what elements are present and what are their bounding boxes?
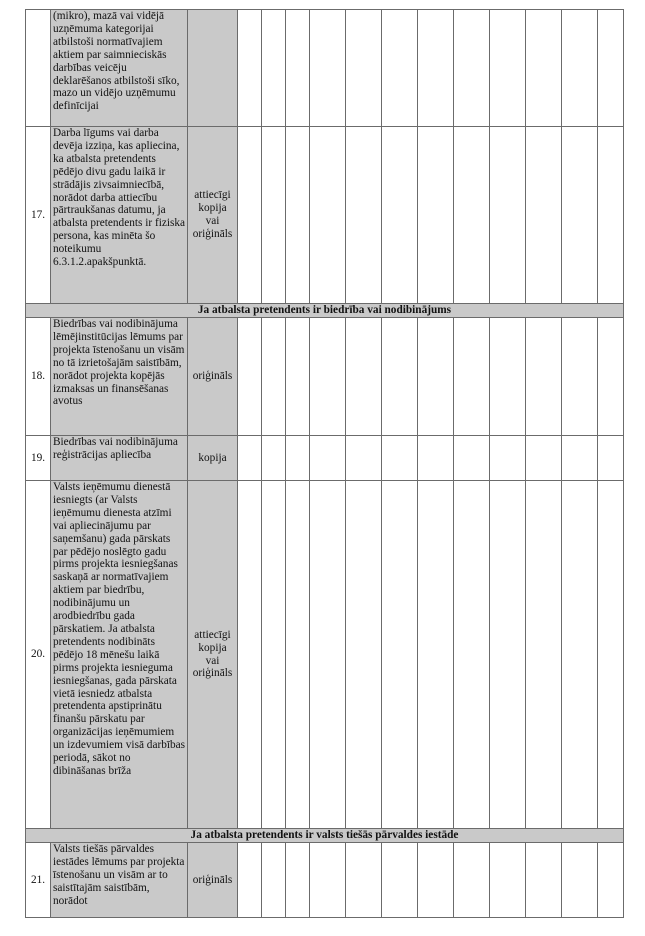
empty-cell — [238, 481, 262, 829]
empty-cell — [238, 10, 262, 127]
empty-cell — [418, 436, 454, 481]
empty-cell — [598, 436, 624, 481]
empty-cell — [286, 436, 310, 481]
empty-cell — [382, 481, 418, 829]
table-row — [26, 436, 624, 481]
empty-cell — [346, 436, 382, 481]
document-type — [188, 127, 238, 304]
empty-cell — [262, 481, 286, 829]
empty-cell — [310, 843, 346, 918]
empty-cell — [310, 481, 346, 829]
empty-cell — [598, 318, 624, 436]
empty-cell — [562, 481, 598, 829]
empty-cell — [310, 318, 346, 436]
empty-cell — [310, 127, 346, 304]
empty-cell — [490, 318, 526, 436]
empty-cell — [418, 843, 454, 918]
empty-cell — [598, 481, 624, 829]
document-description: (mikro), mazā vai vidējā uzņēmuma kategorijai atbilstoši normatīvajiem aktiem par saimnieciskās darbības veicēju deklarēšanos atbilstoši sīko, mazo un vidējo uzņēmumu definīcijai — [51, 10, 188, 127]
document-type-line: attiecīgi — [194, 628, 231, 641]
document-type — [188, 481, 238, 829]
document-type-line: kopija — [198, 202, 227, 215]
empty-cell — [562, 10, 598, 127]
document-type-line: oriģināls — [192, 227, 233, 240]
empty-cell — [526, 436, 562, 481]
empty-cell — [598, 843, 624, 918]
empty-cell — [454, 481, 490, 829]
empty-cell — [286, 127, 310, 304]
document-type-line: attiecīgi — [194, 189, 231, 202]
empty-cell — [418, 10, 454, 127]
empty-cell — [346, 843, 382, 918]
empty-cell — [310, 10, 346, 127]
requirements-table — [25, 9, 624, 918]
section-title: Ja atbalsta pretendents ir valsts tiešās pārvaldes iestāde — [26, 829, 624, 843]
empty-cell — [526, 318, 562, 436]
empty-cell — [454, 436, 490, 481]
empty-cell — [238, 127, 262, 304]
empty-cell — [382, 436, 418, 481]
empty-cell — [490, 436, 526, 481]
document-description: Valsts tiešās pārvaldes iestādes lēmums par projekta īstenošanu un visām ar to saistītajām saistībām, norādot — [51, 843, 188, 918]
empty-cell — [526, 127, 562, 304]
empty-cell — [454, 127, 490, 304]
empty-cell — [310, 436, 346, 481]
document-type — [188, 318, 238, 436]
empty-cell — [562, 436, 598, 481]
empty-cell — [238, 436, 262, 481]
row-number — [26, 10, 51, 127]
empty-cell — [526, 843, 562, 918]
empty-cell — [346, 318, 382, 436]
empty-cell — [490, 481, 526, 829]
empty-cell — [238, 843, 262, 918]
empty-cell — [418, 481, 454, 829]
empty-cell — [562, 127, 598, 304]
empty-cell — [286, 10, 310, 127]
table-row — [26, 127, 624, 304]
row-number: 19. — [26, 436, 51, 481]
document-description: Biedrības vai nodibinājuma lēmējinstitūcijas lēmums par projekta īstenošanu un visām no tā izrietošajām saistībām, norādot projekta kopējās izmaksas un finansēšanas avotus — [51, 318, 188, 436]
document-type-line: oriģināls — [192, 667, 233, 680]
document-type-line: oriģināls — [192, 873, 233, 886]
table-row — [26, 843, 624, 918]
document-type-line: vai — [205, 215, 220, 227]
empty-cell — [262, 436, 286, 481]
empty-cell — [262, 127, 286, 304]
row-number: 18. — [26, 318, 51, 436]
empty-cell — [490, 10, 526, 127]
empty-cell — [454, 10, 490, 127]
empty-cell — [238, 318, 262, 436]
section-header-association — [26, 304, 624, 318]
document-description: Biedrības vai nodibinājuma reģistrācijas apliecība — [51, 436, 188, 481]
empty-cell — [382, 127, 418, 304]
section-header-state-institution — [26, 829, 624, 843]
empty-cell — [526, 10, 562, 127]
empty-cell — [346, 10, 382, 127]
empty-cell — [262, 10, 286, 127]
table-row — [26, 481, 624, 829]
empty-cell — [454, 843, 490, 918]
section-title: Ja atbalsta pretendents ir biedrība vai nodibinājums — [26, 304, 624, 318]
empty-cell — [526, 481, 562, 829]
row-number: 17. — [26, 127, 51, 304]
empty-cell — [490, 127, 526, 304]
empty-cell — [418, 127, 454, 304]
empty-cell — [262, 843, 286, 918]
empty-cell — [418, 318, 454, 436]
document-type — [188, 10, 238, 127]
empty-cell — [454, 318, 490, 436]
empty-cell — [382, 843, 418, 918]
document-type-line: oriģināls — [192, 370, 233, 383]
document-description: Valsts ieņēmumu dienestā iesniegts (ar Valsts ieņēmumu dienesta atzīmi vai apliecinājumu par saņemšanu) gada pārskats par pēdējo noslēgto gadu pirms projekta iesniegšanas saskaņā ar normatīvajiem aktiem par biedrību, nodibinājumu un arodbiedrību gada pārskatiem. Ja atbalsta pretendents nodibināts pēdējo 18 mēnešu laikā pirms projekta iesnieguma iesniegšanas, gada pārskata vietā iesniedz atbalsta pretendenta apstiprinātu finanšu pārskatu par organizācijas ieņēmumiem un izdevumiem visā darbības periodā, sākot no dibināšanas brīža — [51, 481, 188, 829]
empty-cell — [490, 843, 526, 918]
document-type — [188, 436, 238, 481]
empty-cell — [286, 481, 310, 829]
empty-cell — [382, 318, 418, 436]
table-row — [26, 10, 624, 127]
row-number: 20. — [26, 481, 51, 829]
empty-cell — [598, 127, 624, 304]
empty-cell — [562, 843, 598, 918]
empty-cell — [286, 843, 310, 918]
empty-cell — [286, 318, 310, 436]
document-type-line: kopija — [198, 641, 227, 654]
empty-cell — [346, 127, 382, 304]
document-type — [188, 843, 238, 918]
table-row — [26, 318, 624, 436]
document-type-line: vai — [205, 654, 220, 667]
empty-cell — [562, 318, 598, 436]
empty-cell — [382, 10, 418, 127]
document-description: Darba līgums vai darba devēja izziņa, kas apliecina, ka atbalsta pretendents pēdējo divu gadu laikā ir strādājis zivsaimniecībā, norādot darba attiecību pārtraukšanas datumu, ja atbalsta pretendents ir fiziska persona, kas minēta šo noteikumu 6.3.1.2.apakšpunktā. — [51, 127, 188, 304]
empty-cell — [598, 10, 624, 127]
empty-cell — [262, 318, 286, 436]
row-number: 21. — [26, 843, 51, 918]
empty-cell — [346, 481, 382, 829]
document-type-line: kopija — [198, 451, 227, 464]
